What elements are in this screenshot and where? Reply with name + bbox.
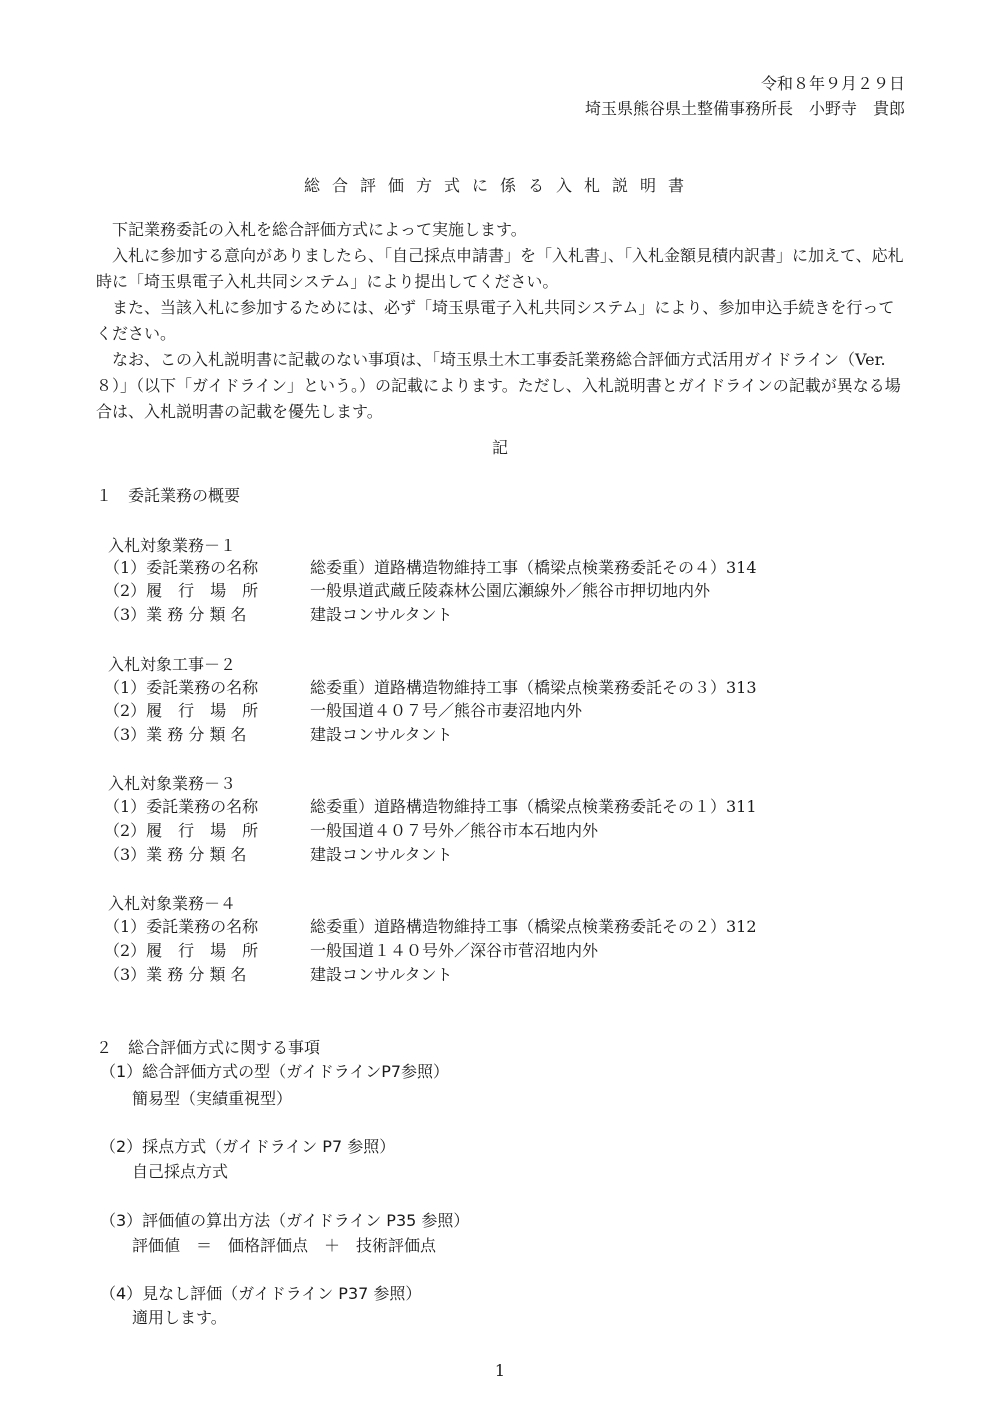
section2-item-value: 適用します。 — [132, 1308, 227, 1327]
item-label-category: （3）業 務 分 類 名 — [104, 965, 247, 984]
group-title: 入札対象業務－４ — [108, 894, 237, 913]
item-value-category: 建設コンサルタント — [310, 965, 453, 984]
item-label-name: （1）委託業務の名称 — [104, 678, 259, 697]
section2-item-title: （1）総合評価方式の型（ガイドラインP7参照） — [100, 1062, 450, 1081]
page-number: 1 — [494, 1361, 506, 1380]
item-value-place: 一般国道１４０号外／深谷市菅沼地内外 — [310, 941, 599, 960]
item-value-category: 建設コンサルタント — [310, 725, 453, 744]
item-label-name: （1）委託業務の名称 — [104, 917, 259, 936]
item-label-place: （2）履 行 場 所 — [104, 701, 259, 720]
section2-item-title: （2）採点方式（ガイドライン P7 参照） — [100, 1137, 396, 1156]
section2-item-value: 評価値 ＝ 価格評価点 ＋ 技術評価点 — [132, 1236, 437, 1255]
issuer-name: 埼玉県熊谷県土整備事務所長 小野寺 貴郎 — [584, 99, 905, 118]
intro-paragraph: 入札に参加する意向がありましたら、「自己採点申請書」を「入札書」、「入札金額見積内訳書」に加えて、応札時に「埼玉県電子入札共同システム」により提出してください。 — [96, 246, 904, 291]
item-value-name: 総委重）道路構造物維持工事（橋梁点検業務委託その３）313 — [310, 678, 757, 697]
group-title: 入札対象業務－３ — [108, 774, 237, 793]
section2-item-title: （4）見なし評価（ガイドライン P37 参照） — [100, 1284, 422, 1303]
item-label-place: （2）履 行 場 所 — [104, 941, 259, 960]
item-label-category: （3）業 務 分 類 名 — [104, 845, 247, 864]
group-title: 入札対象業務－１ — [108, 536, 237, 555]
item-value-category: 建設コンサルタント — [310, 605, 453, 624]
intro-paragraph: 下記業務委託の入札を総合評価方式によって実施します。 — [112, 220, 527, 239]
intro-paragraph: なお、この入札説明書に記載のない事項は、「埼玉県土木工事委託業務総合評価方式活用ガイドライン（Ver.８）」（以下「ガイドライン」という。）の記載によります。ただし、入札説明書とガイドラインの記載が異なる場合は、入札説明書の記載を優先します。 — [96, 350, 901, 421]
item-label-place: （2）履 行 場 所 — [104, 821, 259, 840]
item-label-name: （1）委託業務の名称 — [104, 797, 259, 816]
item-value-place: 一般県道武蔵丘陵森林公園広瀬線外／熊谷市押切地内外 — [310, 581, 711, 600]
section1-heading: １ 委託業務の概要 — [96, 486, 241, 505]
intro-paragraphs — [96, 217, 906, 425]
item-value-name: 総委重）道路構造物維持工事（橋梁点検業務委託その４）314 — [310, 558, 757, 577]
section2-heading: ２ 総合評価方式に関する事項 — [96, 1038, 321, 1057]
section2-item-value: 自己採点方式 — [132, 1162, 229, 1181]
intro-paragraph: また、当該入札に参加するためには、必ず「埼玉県電子入札共同システム」により、参加申込手続きを行ってください。 — [96, 298, 895, 343]
item-label-name: （1）委託業務の名称 — [104, 558, 259, 577]
ki-marker: 記 — [491, 438, 508, 457]
document-title: 総合評価方式に係る入札説明書 — [303, 176, 696, 195]
group-title: 入札対象工事－２ — [108, 655, 237, 674]
item-value-place: 一般国道４０７号／熊谷市妻沼地内外 — [310, 701, 583, 720]
section2-item-value: 簡易型（実績重視型） — [132, 1089, 293, 1108]
item-value-name: 総委重）道路構造物維持工事（橋梁点検業務委託その２）312 — [310, 917, 757, 936]
item-value-name: 総委重）道路構造物維持工事（橋梁点検業務委託その１）311 — [310, 797, 757, 816]
item-label-category: （3）業 務 分 類 名 — [104, 605, 247, 624]
item-value-category: 建設コンサルタント — [310, 845, 453, 864]
item-label-place: （2）履 行 場 所 — [104, 581, 259, 600]
item-value-place: 一般国道４０７号外／熊谷市本石地内外 — [310, 821, 599, 840]
section2-item-title: （3）評価値の算出方法（ガイドライン P35 参照） — [100, 1211, 470, 1230]
item-label-category: （3）業 務 分 類 名 — [104, 725, 247, 744]
document-date: 令和８年９月２９日 — [760, 74, 905, 93]
